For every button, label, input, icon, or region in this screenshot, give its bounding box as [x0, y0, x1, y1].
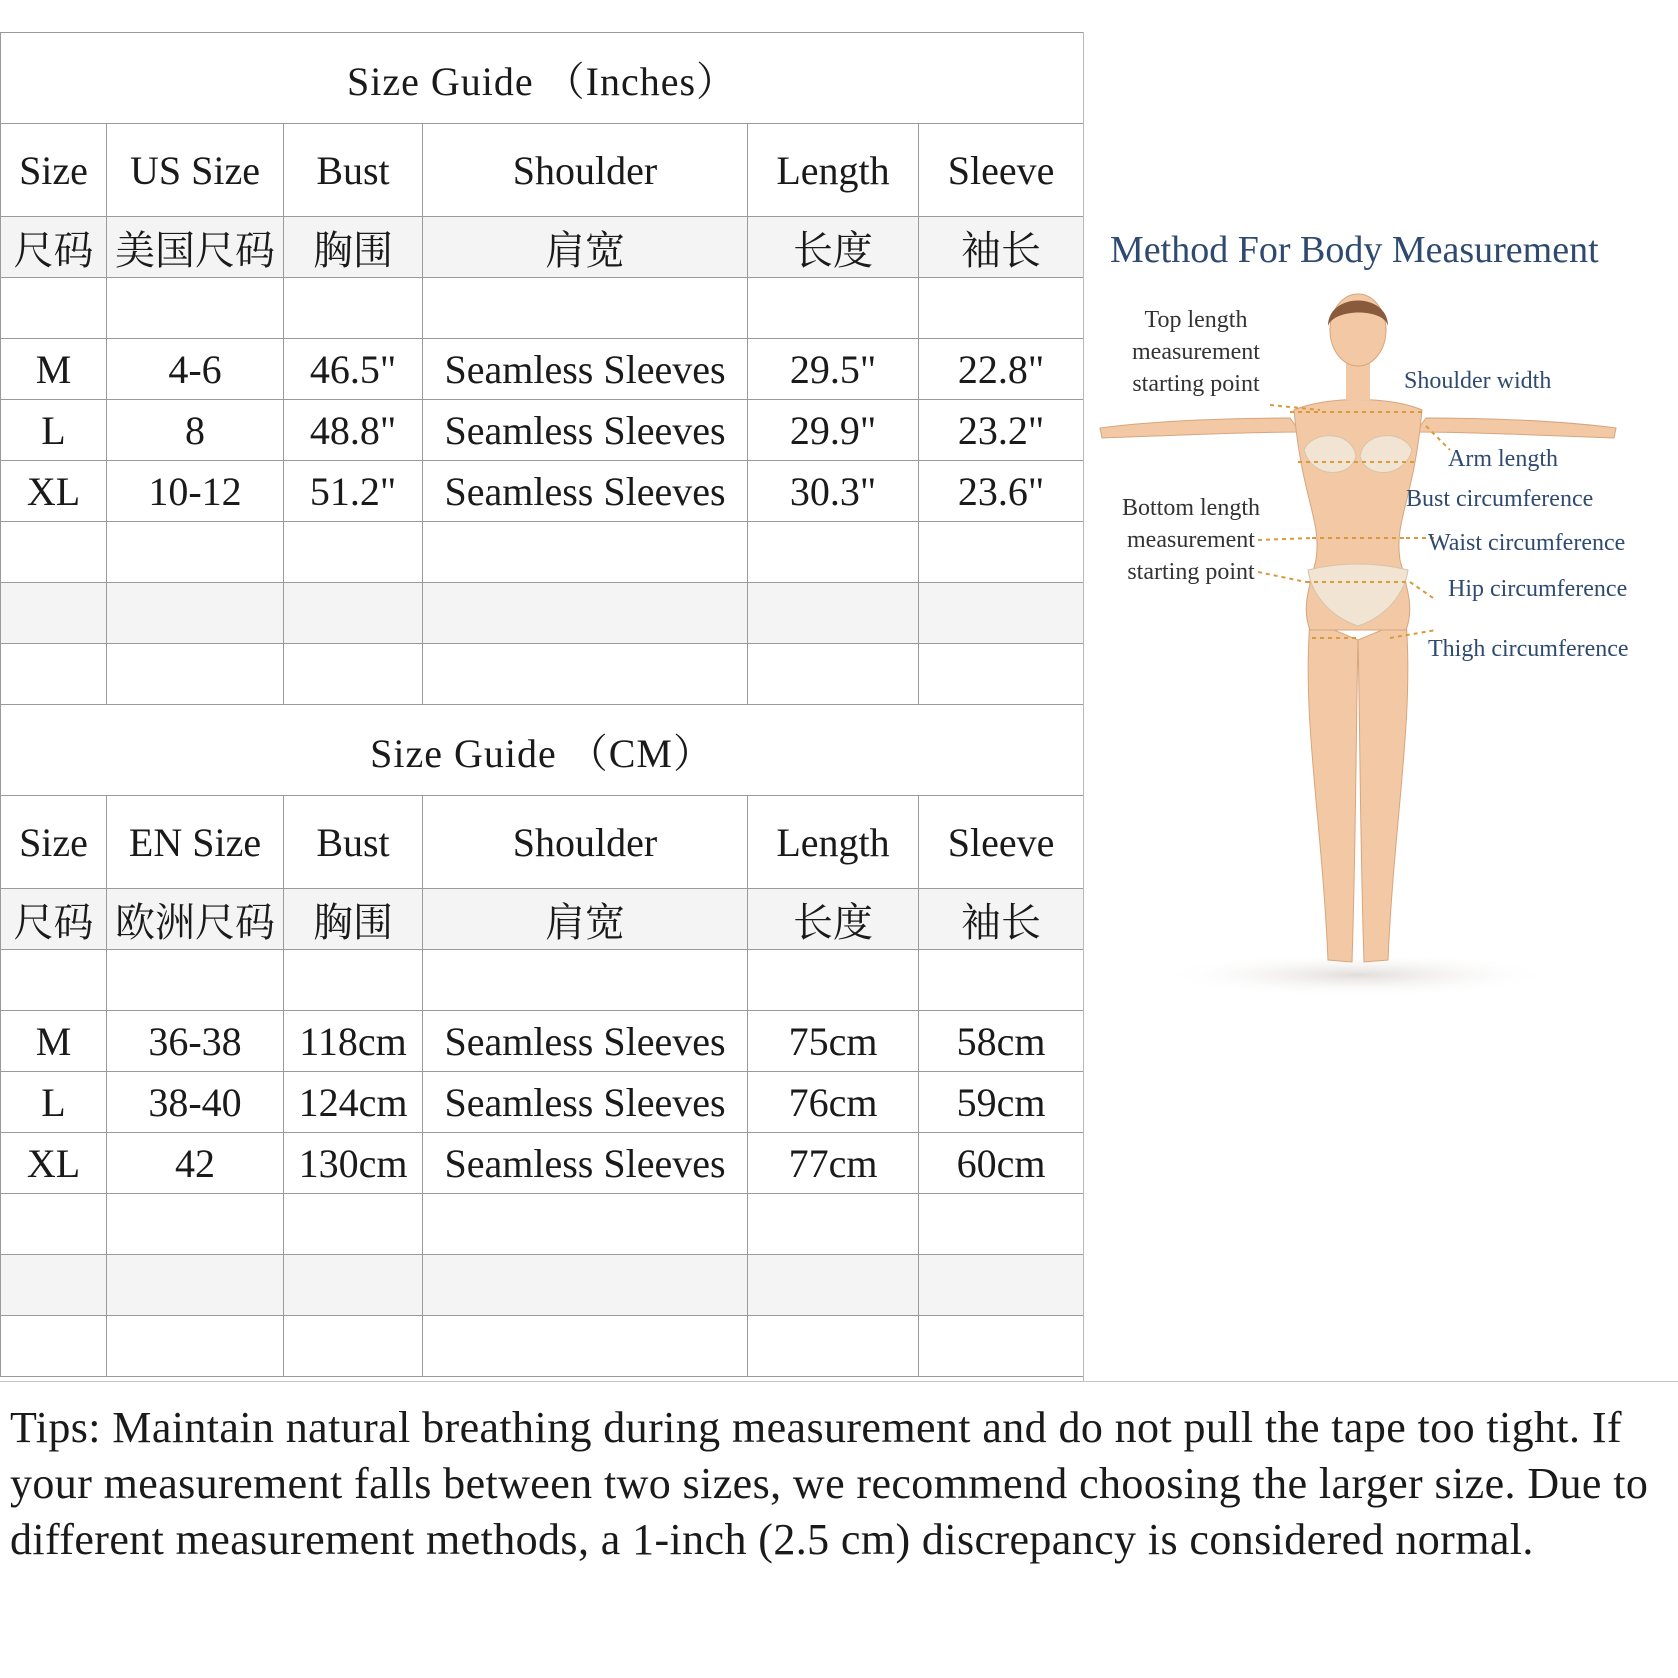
- hip-circumference-label: Hip circumference: [1448, 576, 1628, 602]
- table-row: [1, 339, 1084, 400]
- figure-title: Method For Body Measurement: [1110, 229, 1599, 271]
- cell-shoulder: Seamless Sleeves: [423, 339, 748, 400]
- blank-row: [1, 522, 1084, 583]
- cell-bust: 124cm: [284, 1072, 423, 1133]
- cell-shoulder: Seamless Sleeves: [423, 1133, 748, 1194]
- table-row: [1, 1072, 1084, 1133]
- cell-length: 30.3": [748, 461, 919, 522]
- cell-sleeve: 23.6": [919, 461, 1084, 522]
- cell-size: M: [1, 1011, 107, 1072]
- cell-size: XL: [1, 461, 107, 522]
- blank-row: [1, 1255, 1084, 1316]
- arm-length-label: Arm length: [1448, 446, 1558, 472]
- cell-bust: 48.8": [284, 400, 423, 461]
- cell-length: 76cm: [748, 1072, 919, 1133]
- cell-us-size: 4-6: [107, 339, 284, 400]
- inches-table-title: Size Guide （Inches）: [1, 33, 1084, 124]
- blank-row: [1, 583, 1084, 644]
- cell-length: 29.5": [748, 339, 919, 400]
- cell-shoulder: Seamless Sleeves: [423, 1011, 748, 1072]
- cell-bust: 46.5": [284, 339, 423, 400]
- header-cn-sleeve: 袖长: [919, 217, 1084, 278]
- header-sleeve: Sleeve: [919, 796, 1084, 889]
- header-us-size: US Size: [107, 124, 284, 217]
- cell-sleeve: 59cm: [919, 1072, 1084, 1133]
- size-tables: [0, 32, 1083, 1377]
- vertical-divider: [1083, 32, 1084, 1382]
- header-cn-size: 尺码: [1, 217, 107, 278]
- cell-sleeve: 60cm: [919, 1133, 1084, 1194]
- cell-size: M: [1, 339, 107, 400]
- header-size: Size: [1, 124, 107, 217]
- cell-size: L: [1, 400, 107, 461]
- header-size: Size: [1, 796, 107, 889]
- cell-length: 75cm: [748, 1011, 919, 1072]
- header-cn-en-size: 欧洲尺码: [107, 889, 284, 950]
- table-row: [1, 400, 1084, 461]
- header-cn-length: 长度: [748, 217, 919, 278]
- cell-size: XL: [1, 1133, 107, 1194]
- header-bust: Bust: [284, 796, 423, 889]
- blank-row: [1, 1316, 1084, 1377]
- header-cn-us-size: 美国尺码: [107, 217, 284, 278]
- horizontal-divider: [0, 1381, 1678, 1382]
- cell-sleeve: 23.2": [919, 400, 1084, 461]
- cell-bust: 130cm: [284, 1133, 423, 1194]
- body-measurement-figure: [1090, 200, 1670, 1010]
- bust-circumference-label: Bust circumference: [1406, 486, 1594, 512]
- bottom-length-label: Bottom length measurement starting point: [1122, 495, 1260, 585]
- header-length: Length: [748, 124, 919, 217]
- header-shoulder: Shoulder: [423, 124, 748, 217]
- header-sleeve: Sleeve: [919, 124, 1084, 217]
- header-en-size: EN Size: [107, 796, 284, 889]
- header-shoulder: Shoulder: [423, 796, 748, 889]
- cell-sleeve: 58cm: [919, 1011, 1084, 1072]
- table-row: [1, 1133, 1084, 1194]
- cell-shoulder: Seamless Sleeves: [423, 461, 748, 522]
- cell-length: 77cm: [748, 1133, 919, 1194]
- blank-row: [1, 644, 1084, 705]
- header-bust: Bust: [284, 124, 423, 217]
- cell-size: L: [1, 1072, 107, 1133]
- top-length-label: Top length measurement starting point: [1132, 307, 1260, 397]
- header-length: Length: [748, 796, 919, 889]
- header-cn-bust: 胸围: [284, 889, 423, 950]
- blank-row: [1, 278, 1084, 339]
- cell-shoulder: Seamless Sleeves: [423, 400, 748, 461]
- shoulder-width-label: Shoulder width: [1404, 368, 1552, 394]
- header-cn-shoulder: 肩宽: [423, 217, 748, 278]
- blank-row: [1, 1194, 1084, 1255]
- waist-circumference-label: Waist circumference: [1428, 530, 1626, 556]
- cell-length: 29.9": [748, 400, 919, 461]
- cell-bust: 118cm: [284, 1011, 423, 1072]
- header-cn-size: 尺码: [1, 889, 107, 950]
- cell-en-size: 42: [107, 1133, 284, 1194]
- cell-bust: 51.2": [284, 461, 423, 522]
- cell-shoulder: Seamless Sleeves: [423, 1072, 748, 1133]
- table-row: [1, 1011, 1084, 1072]
- tips-text: Tips: Maintain natural breathing during measurement and do not pull the tape too tight. If your measurement falls between two sizes, we recommend choosing the larger size. Due to different measurement methods, a 1-inch (2.5 cm) discrepancy is considered normal.: [10, 1403, 1649, 1564]
- cell-en-size: 36-38: [107, 1011, 284, 1072]
- table-row: [1, 461, 1084, 522]
- header-cn-bust: 胸围: [284, 217, 423, 278]
- header-cn-length: 长度: [748, 889, 919, 950]
- cell-sleeve: 22.8": [919, 339, 1084, 400]
- blank-row: [1, 950, 1084, 1011]
- header-cn-sleeve: 袖长: [919, 889, 1084, 950]
- cell-us-size: 10-12: [107, 461, 284, 522]
- cm-table-title: Size Guide （CM）: [1, 705, 1084, 796]
- cell-us-size: 8: [107, 400, 284, 461]
- thigh-circumference-label: Thigh circumference: [1428, 636, 1629, 662]
- header-cn-shoulder: 肩宽: [423, 889, 748, 950]
- cell-en-size: 38-40: [107, 1072, 284, 1133]
- size-guide-inches-table: [0, 32, 1084, 1377]
